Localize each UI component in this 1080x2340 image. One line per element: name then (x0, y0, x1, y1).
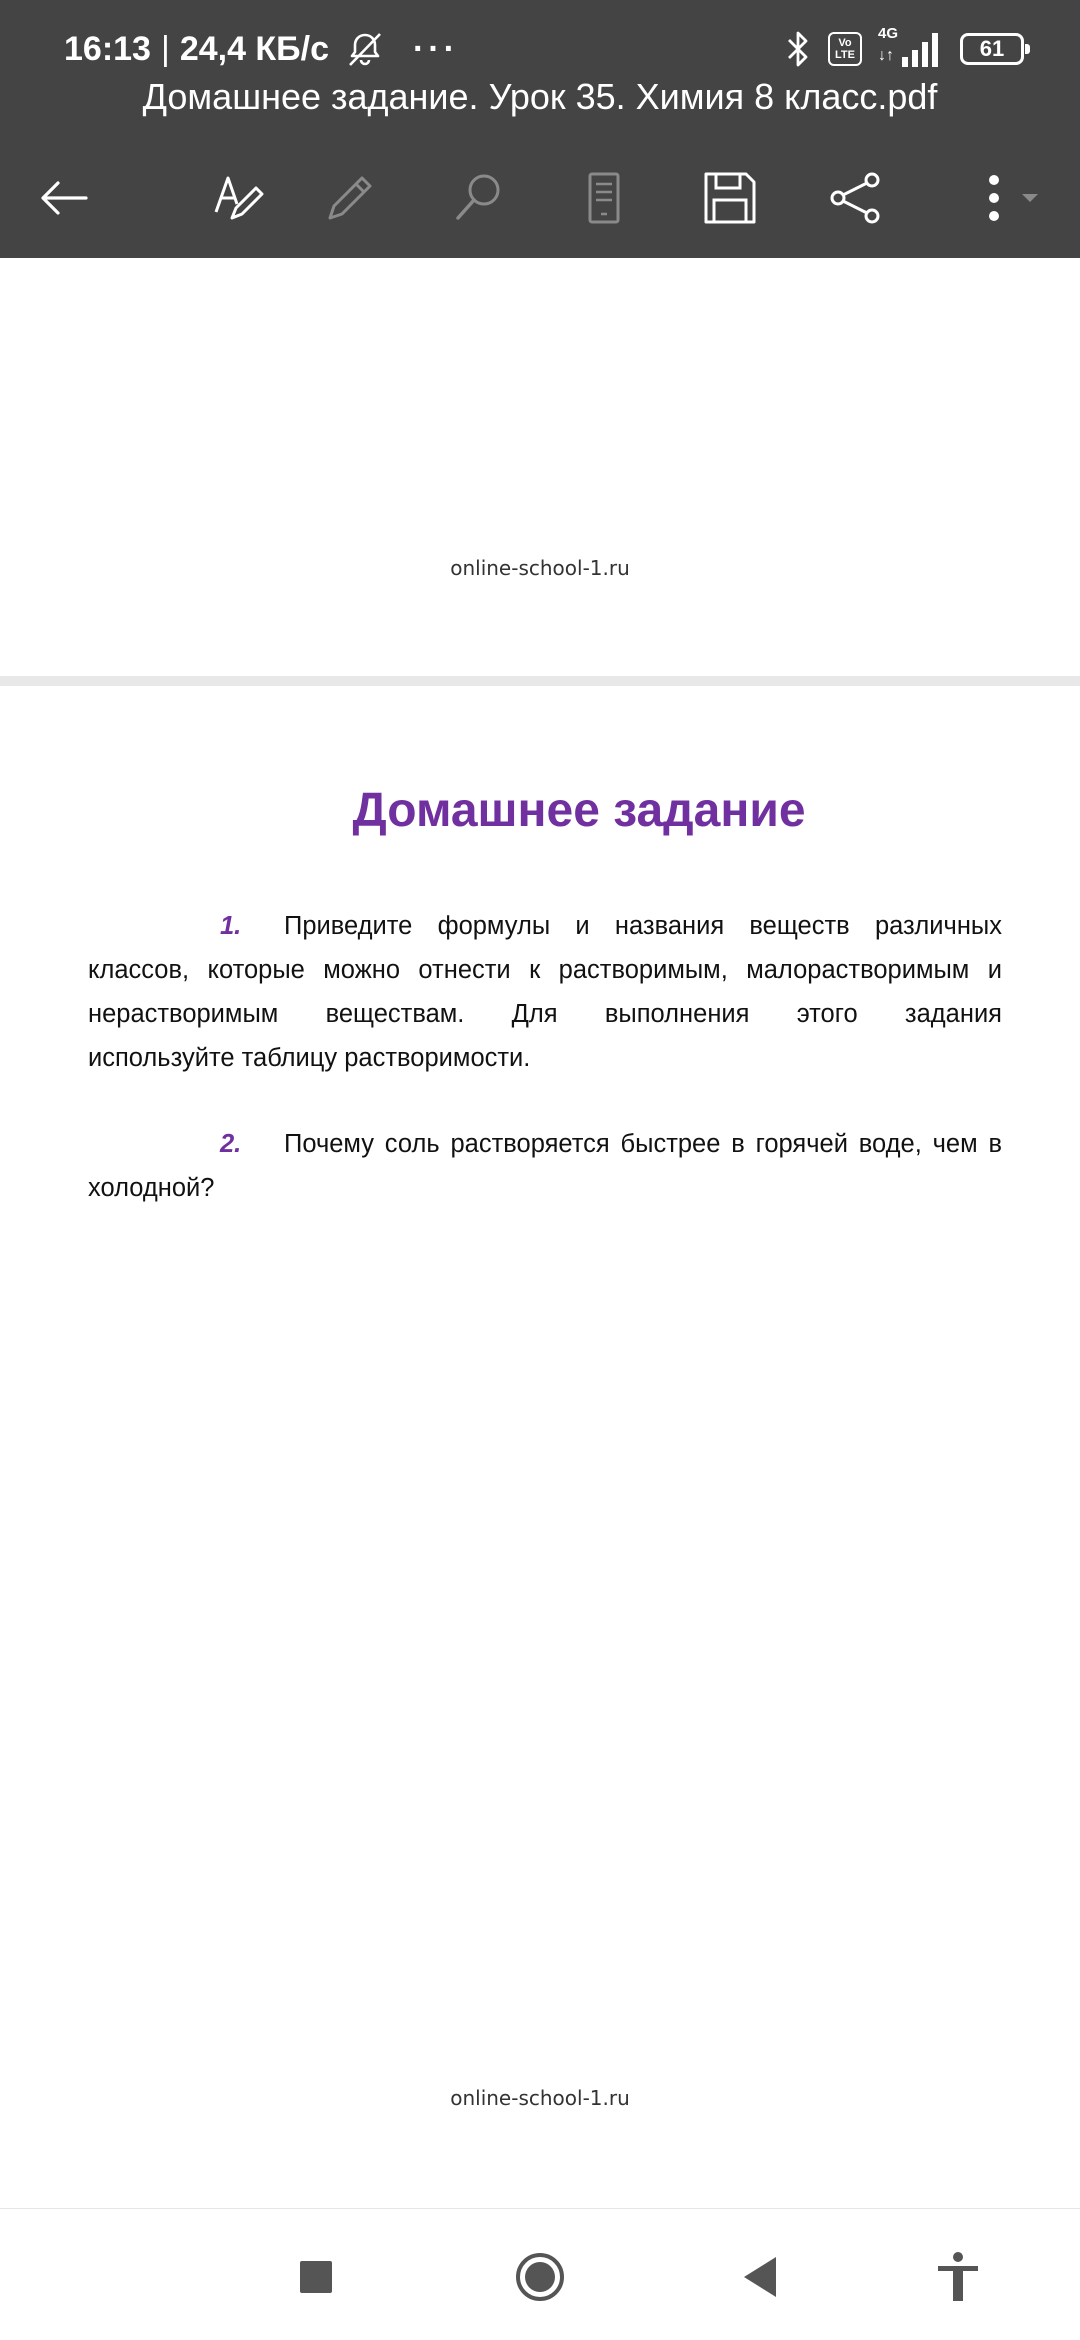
system-navigation-bar (0, 2208, 1080, 2340)
pdf-toolbar (0, 160, 1080, 236)
volte-top-label: Vo (838, 37, 852, 49)
status-data-speed: 24,4 КБ/с (179, 29, 329, 68)
volte-bottom-label: LTE (835, 49, 855, 61)
homework-heading: Домашнее задание (352, 784, 806, 837)
task-1-line-1 (154, 904, 1002, 948)
network-type-label: 4G (878, 25, 899, 42)
more-options-button[interactable] (950, 160, 1050, 236)
accessibility-button[interactable] (918, 2237, 998, 2317)
task-2-number: 2. (220, 1130, 242, 1158)
volte-icon (828, 32, 862, 66)
task-2 (88, 1122, 1002, 1210)
app-top-bar (0, 0, 1080, 258)
task-1-line-4: используйте таблицу растворимости. (88, 1044, 531, 1072)
page-view-icon (574, 168, 634, 228)
page-separator (0, 676, 1080, 686)
battery-icon (960, 33, 1024, 65)
back-arrow-icon (34, 168, 94, 228)
share-icon (826, 168, 886, 228)
back-nav-button[interactable] (722, 2237, 802, 2317)
task-1-line-1-text: Приведите формулы и названия веществ различных (284, 912, 1002, 940)
text-annotate-button[interactable] (200, 160, 276, 236)
save-button[interactable] (692, 160, 768, 236)
status-bar-left (64, 26, 459, 72)
pencil-button[interactable] (312, 160, 388, 236)
battery-level: 61 (979, 36, 1005, 61)
home-button[interactable] (500, 2237, 580, 2317)
task-1 (88, 904, 1002, 1080)
back-button[interactable] (26, 160, 102, 236)
document-title: Домашнее задание. Урок 35. Химия 8 класс.pdf (142, 76, 938, 117)
search-icon (448, 168, 508, 228)
accessibility-icon (930, 2249, 986, 2305)
page-1-footer: online-school-1.ru (450, 556, 630, 580)
task-2-line-1 (154, 1122, 1002, 1166)
recent-apps-button[interactable] (276, 2237, 356, 2317)
signal-strength-icon (878, 25, 944, 69)
page-view-button[interactable] (566, 160, 642, 236)
home-circle-icon (512, 2249, 568, 2305)
status-time: 16:13 (64, 29, 151, 68)
task-1-number: 1. (220, 912, 242, 940)
bluetooth-icon (784, 29, 812, 69)
muted-bell-icon (345, 29, 385, 69)
triangle-back-icon (734, 2249, 790, 2305)
pencil-icon (320, 168, 380, 228)
task-2-line-1-text: Почему соль растворяется быстрее в горячей воде, чем в (284, 1130, 1002, 1158)
page-2-footer: online-school-1.ru (450, 2086, 630, 2110)
task-2-line-2: холодной? (88, 1174, 215, 1202)
status-bar-right (784, 24, 1024, 74)
task-1-line-3: нерастворимым веществам. Для выполнения этого задания (88, 1000, 1002, 1028)
share-button[interactable] (818, 160, 894, 236)
pdf-document-viewer[interactable] (0, 258, 1080, 2208)
status-separator: | (160, 29, 170, 68)
save-icon (700, 168, 760, 228)
text-annotate-icon (208, 168, 268, 228)
task-1-line-2: классов, которые можно отнести к растворимым, малорастворимым и (88, 956, 1002, 984)
more-vertical-icon (960, 168, 1040, 228)
search-button[interactable] (440, 160, 516, 236)
status-more-notifications: ··· (412, 29, 459, 68)
network-activity-arrows: ↓↑ (878, 47, 894, 64)
square-recents-icon (288, 2249, 344, 2305)
